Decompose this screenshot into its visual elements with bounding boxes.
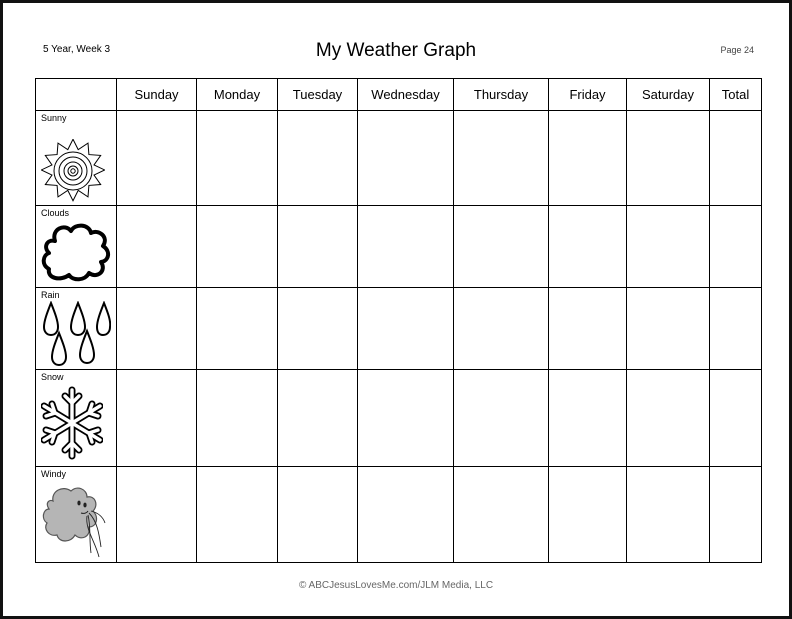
column-header-tuesday: Tuesday (278, 79, 358, 111)
cell-sunny-tuesday[interactable] (278, 111, 358, 206)
row-header-clouds (36, 206, 117, 288)
week-label: 5 Year, Week 3 (43, 44, 111, 55)
cloud-icon (41, 219, 111, 285)
cell-rain-sunday[interactable] (117, 288, 197, 370)
cell-snow-sunday[interactable] (117, 370, 197, 467)
row-label-snow: Snow (41, 372, 64, 382)
row-header-rain (36, 288, 117, 370)
row-label-rain: Rain (41, 290, 60, 300)
table-row (36, 206, 762, 288)
cell-windy-saturday[interactable] (627, 467, 710, 563)
column-header-thursday: Thursday (454, 79, 549, 111)
footer-copyright: © ABCJesusLovesMe.com/JLM Media, LLC (298, 580, 494, 591)
cell-windy-thursday[interactable] (454, 467, 549, 563)
weather-table (35, 78, 762, 563)
snowflake-icon (41, 386, 103, 460)
cell-windy-wednesday[interactable] (358, 467, 454, 563)
page-title: My Weather Graph (315, 40, 477, 61)
column-header-sunday: Sunday (117, 79, 197, 111)
column-header-friday: Friday (549, 79, 627, 111)
page-number: Page 24 (720, 45, 754, 55)
cell-windy-tuesday[interactable] (278, 467, 358, 563)
cell-windy-sunday[interactable] (117, 467, 197, 563)
row-header-sunny (36, 111, 117, 206)
cell-windy-monday[interactable] (197, 467, 278, 563)
cell-sunny-saturday[interactable] (627, 111, 710, 206)
column-header-saturday: Saturday (627, 79, 710, 111)
cell-clouds-sunday[interactable] (117, 206, 197, 288)
cell-clouds-wednesday[interactable] (358, 206, 454, 288)
cell-snow-friday[interactable] (549, 370, 627, 467)
table-row (36, 288, 762, 370)
sun-icon (41, 139, 105, 203)
cell-sunny-thursday[interactable] (454, 111, 549, 206)
cell-rain-wednesday[interactable] (358, 288, 454, 370)
cell-snow-monday[interactable] (197, 370, 278, 467)
cell-windy-total[interactable] (710, 467, 762, 563)
cell-sunny-sunday[interactable] (117, 111, 197, 206)
row-label-windy: Windy (41, 469, 67, 479)
cell-snow-tuesday[interactable] (278, 370, 358, 467)
cell-snow-saturday[interactable] (627, 370, 710, 467)
cell-sunny-monday[interactable] (197, 111, 278, 206)
cell-snow-total[interactable] (710, 370, 762, 467)
cell-rain-thursday[interactable] (454, 288, 549, 370)
cell-rain-saturday[interactable] (627, 288, 710, 370)
header-row (36, 79, 762, 111)
cell-clouds-saturday[interactable] (627, 206, 710, 288)
raindrops-icon (41, 301, 111, 367)
row-label-clouds: Clouds (41, 208, 70, 218)
cell-snow-wednesday[interactable] (358, 370, 454, 467)
cell-clouds-monday[interactable] (197, 206, 278, 288)
cell-clouds-friday[interactable] (549, 206, 627, 288)
cell-windy-friday[interactable] (549, 467, 627, 563)
row-header-snow (36, 370, 117, 467)
cell-sunny-friday[interactable] (549, 111, 627, 206)
row-label-sunny: Sunny (41, 113, 67, 123)
corner-cell (36, 79, 117, 111)
column-header-monday: Monday (197, 79, 278, 111)
column-header-total: Total (710, 79, 762, 111)
cell-snow-thursday[interactable] (454, 370, 549, 467)
table-row (36, 370, 762, 467)
cell-clouds-total[interactable] (710, 206, 762, 288)
cell-sunny-total[interactable] (710, 111, 762, 206)
cell-rain-monday[interactable] (197, 288, 278, 370)
row-header-windy (36, 467, 117, 563)
cell-sunny-wednesday[interactable] (358, 111, 454, 206)
cell-rain-tuesday[interactable] (278, 288, 358, 370)
cell-rain-friday[interactable] (549, 288, 627, 370)
cell-clouds-tuesday[interactable] (278, 206, 358, 288)
column-header-wednesday: Wednesday (358, 79, 454, 111)
table-row (36, 111, 762, 206)
table-row (36, 467, 762, 563)
wind-cloud-icon (41, 483, 109, 561)
cell-rain-total[interactable] (710, 288, 762, 370)
cell-clouds-thursday[interactable] (454, 206, 549, 288)
